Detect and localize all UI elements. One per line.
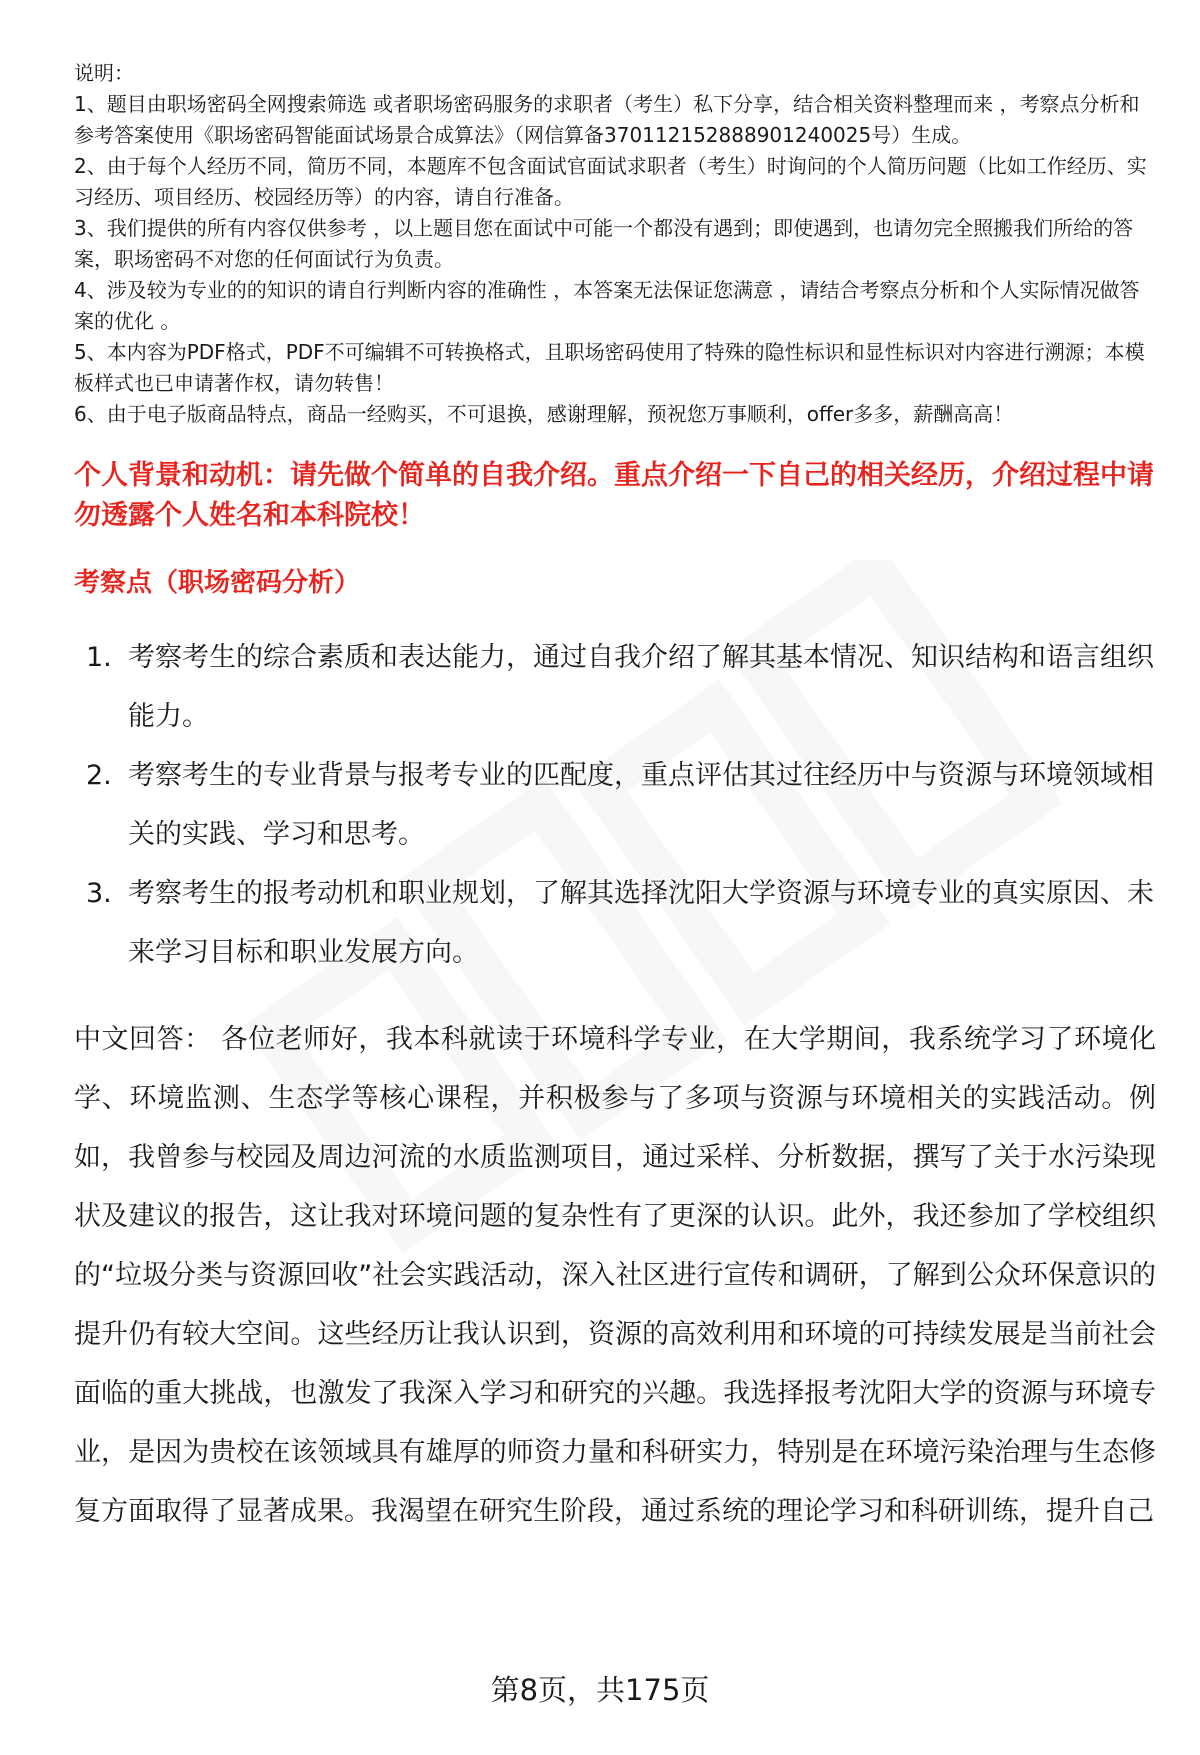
analysis-points bbox=[74, 628, 1156, 982]
document-page bbox=[74, 58, 1156, 1541]
notice-item-3: 3、我们提供的所有内容仅供参考 ，以上题目您在面试中可能一个都没有遇到；即使遇到，也请勿完全照搬我们所给的答案，职场密码不对您的任何面试行为负责。 bbox=[74, 216, 1134, 271]
answer-text: 各位老师好，我本科就读于环境科学专业，在大学期间，我系统学习了环境化学、环境监测、生态学等核心课程，并积极参与了多项与资源与环境相关的实践活动。例如，我曾参与校园及周边河流的水质监测项目，通过采样、分析数据，撰写了关于水污染现状及建议的报告，这让我对环境问题的复杂性有了更深的认识。此外，我还参加了学校组织的“垃圾分类与资源回收”社会实践活动，深入社区进行宣传和调研，了解到公众环保意识的提升仍有较大空间。这些经历让我认识到，资源的高效利用和环境的可持续发展是当前社会面临的重大挑战，也激发了我深入学习和研究的兴趣。我选择报考沈阳大学的资源与环境专业，是因为贵校在该领域具有雄厚的师资力量和科研实力，特别是在环境污染治理与生态修复方面取得了显著成果。我渴望在研究生阶段，通过系统的理论学习和科研训练，提升自己 bbox=[74, 1024, 1156, 1527]
page-footer: 第8页，共175页 bbox=[490, 1673, 710, 1707]
point-number: 3. bbox=[86, 878, 112, 909]
point-text: 考察考生的综合素质和表达能力，通过自我介绍了解其基本情况、知识结构和语言组织能力。 bbox=[128, 642, 1154, 732]
analysis-point bbox=[74, 864, 1156, 982]
point-text: 考察考生的专业背景与报考专业的匹配度，重点评估其过往经历中与资源与环境领域相关的实践、学习和思考。 bbox=[128, 760, 1154, 850]
answer-label: 中文回答： bbox=[74, 1024, 212, 1055]
analysis-title: 考察点（职场密码分析） bbox=[74, 568, 361, 598]
notice-item-5: 5、本内容为PDF格式，PDF不可编辑不可转换格式，且职场密码使用了特殊的隐性标识和显性标识对内容进行溯源；本模板样式也已申请著作权，请勿转售！ bbox=[74, 340, 1145, 395]
notice-item-1: 1、题目由职场密码全网搜索筛选 或者职场密码服务的求职者（考生）私下分享，结合相关资料整理而来 ，考察点分析和参考答案使用《职场密码智能面试场景合成算法》（网信算备370112152888901240025号）生成。 bbox=[74, 92, 1140, 147]
notice-section bbox=[74, 58, 1156, 430]
notice-item-2: 2、由于每个人经历不同，简历不同，本题库不包含面试官面试求职者（考生）时询问的个人简历问题（比如工作经历、实习经历、项目经历、校园经历等）的内容，请自行准备。 bbox=[74, 154, 1147, 209]
point-text: 考察考生的报考动机和职业规划，了解其选择沈阳大学资源与环境专业的真实原因、未来学习目标和职业发展方向。 bbox=[128, 878, 1154, 968]
point-number: 2. bbox=[86, 760, 112, 791]
answer-block bbox=[74, 1010, 1156, 1541]
notice-title: 说明： bbox=[74, 61, 134, 85]
analysis-point bbox=[74, 628, 1156, 746]
analysis-point bbox=[74, 746, 1156, 864]
interview-question: 个人背景和动机：请先做个简单的自我介绍。重点介绍一下自己的相关经历，介绍过程中请勿透露个人姓名和本科院校！ bbox=[74, 460, 1154, 531]
point-number: 1. bbox=[86, 642, 112, 673]
notice-item-4: 4、涉及较为专业的的知识的请自行判断内容的准确性 ，本答案无法保证您满意 ，请结合考察点分析和个人实际情况做答案的优化 。 bbox=[74, 278, 1140, 333]
notice-item-6: 6、由于电子版商品特点，商品一经购买，不可退换，感谢理解，预祝您万事顺利，offer多多，薪酬高高！ bbox=[74, 402, 1014, 426]
